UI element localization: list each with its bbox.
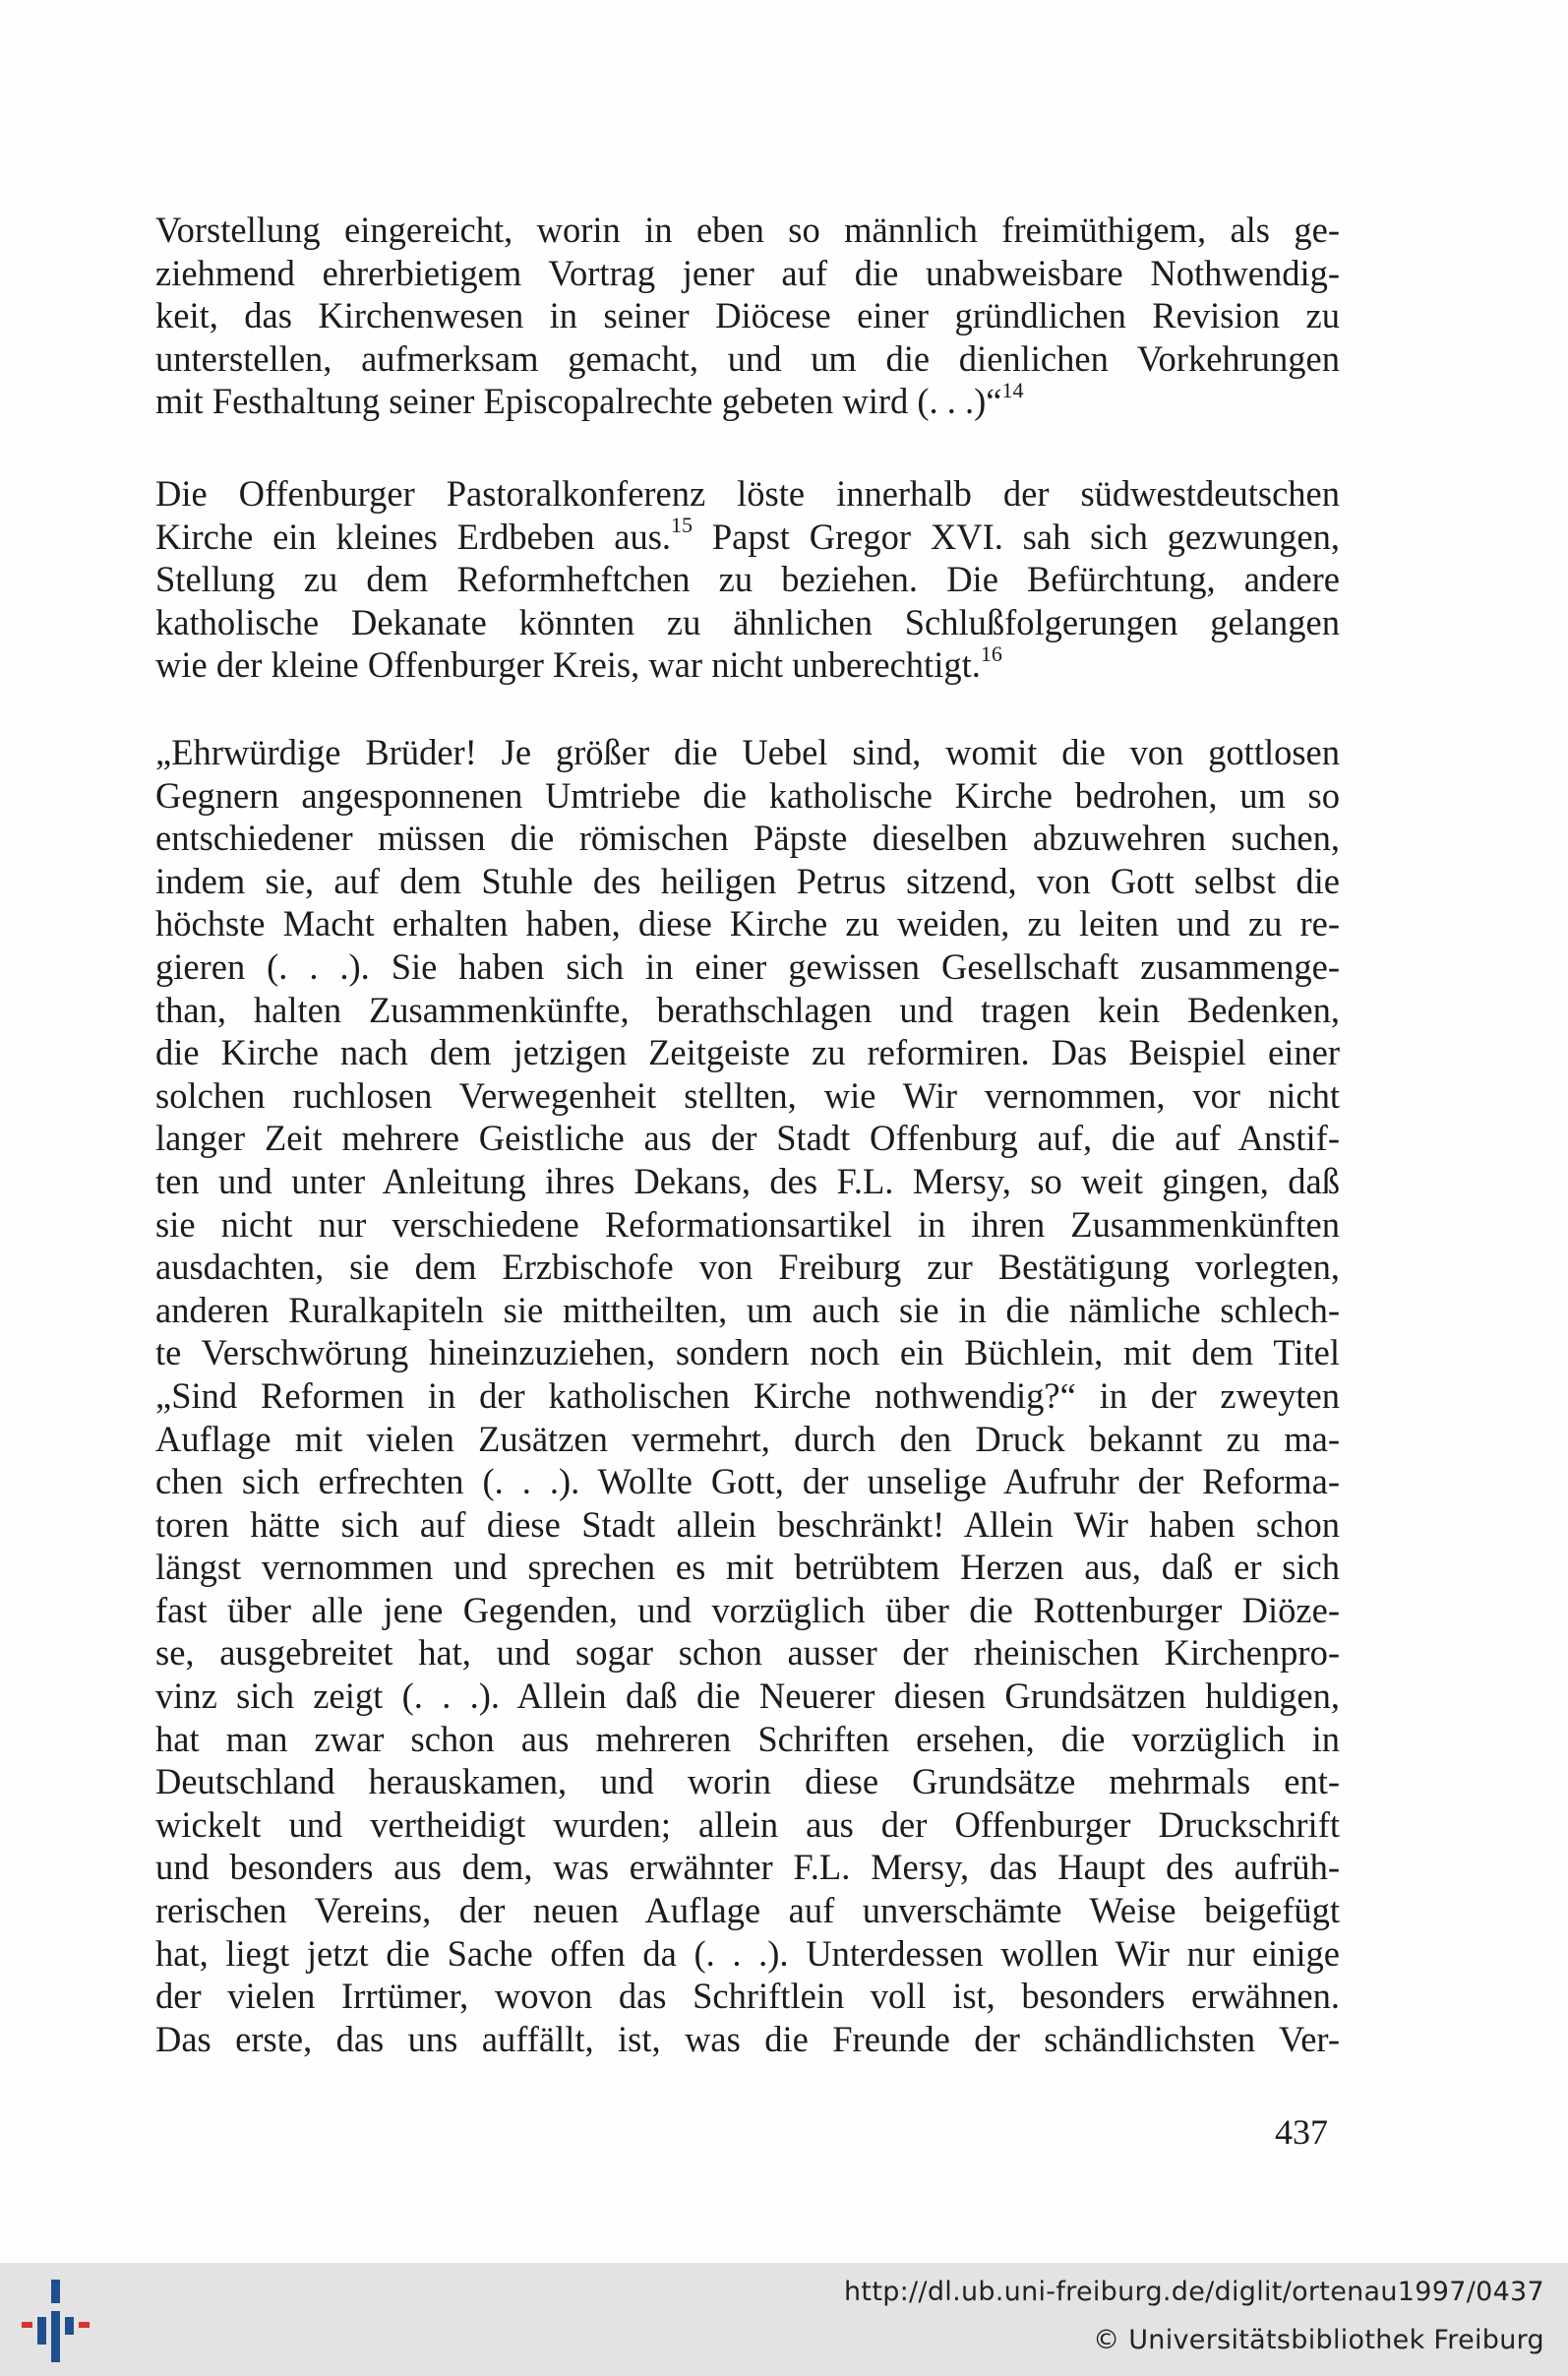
text-line: keit, das Kirchenwesen in seiner Diöcese einer gründlichen Revision zu xyxy=(155,295,1340,336)
text-line xyxy=(155,643,1340,687)
text-line: Gegnern angesponnenen Umtriebe die katholische Kirche bedrohen, um so xyxy=(155,774,1340,816)
text-line: ziehmend ehrerbietigem Vortrag jener auf die unabweisbare Nothwendig- xyxy=(155,252,1340,293)
text-line: gieren (. . .). Sie haben sich in einer gewissen Gesellschaft zusammenge- xyxy=(155,945,1340,987)
text-line: höchste Macht erhalten haben, diese Kirche zu weiden, zu leiten und zu re- xyxy=(155,903,1340,944)
text-line: und besonders aus dem, was erwähnter F.L. Mersy, das Haupt des aufrüh- xyxy=(155,1847,1340,1888)
text-line: Vorstellung eingereicht, worin in eben so männlich freimüthigem, als ge- xyxy=(155,210,1340,250)
text-line: se, ausgebreitet hat, und sogar schon ausser der rheinischen Kirchenpro- xyxy=(155,1632,1340,1674)
source-url-link[interactable]: http://dl.ub.uni-freiburg.de/diglit/ortenau1997/0437 xyxy=(844,2277,1544,2307)
paragraph-3-quotation xyxy=(155,731,1340,2060)
text-line: vinz sich zeigt (. . .). Allein daß die Neuerer diesen Grundsätzen huldigen, xyxy=(155,1675,1340,1717)
text-line: langer Zeit mehrere Geistliche aus der Stadt Offenburg auf, die auf Anstif- xyxy=(155,1118,1340,1159)
text-line: ten und unter Anleitung ihres Dekans, des F.L. Mersy, so weit gingen, daß xyxy=(155,1160,1340,1201)
paragraph-1 xyxy=(155,209,1340,423)
text-line: anderen Ruralkapiteln sie mittheilten, um auch sie in die nämliche schlech- xyxy=(155,1289,1340,1330)
text-line: indem sie, auf dem Stuhle des heiligen Petrus sitzend, von Gott selbst die xyxy=(155,860,1340,901)
line-text: Kirche ein kleines Erdbeben aus. xyxy=(155,516,672,557)
text-line: wickelt und vertheidigt wurden; allein aus der Offenburger Druckschrift xyxy=(155,1803,1340,1845)
copyright-text: © Universitätsbibliothek Freiburg xyxy=(1093,2325,1544,2355)
text-line: unterstellen, aufmerksam gemacht, und um die dienlichen Vorkehrungen xyxy=(155,337,1340,379)
text-line: Deutschland herauskamen, und worin diese Grundsätze mehrmals ent- xyxy=(155,1761,1340,1802)
text-line: toren hätte sich auf diese Stadt allein beschränkt! Allein Wir haben schon xyxy=(155,1503,1340,1545)
paragraph-2 xyxy=(155,472,1340,687)
line-text: wie der kleine Offenburger Kreis, war nicht unberechtigt. xyxy=(155,644,981,686)
text-line: fast über alle jene Gegenden, und vorzüglich über die Rottenburger Diöze- xyxy=(155,1589,1340,1630)
footer-bar xyxy=(0,2263,1568,2376)
text-line: entschiedener müssen die römischen Päpste dieselben abzuwehren suchen, xyxy=(155,818,1340,859)
text-line: „Sind Reformen in der katholischen Kirche nothwendig?“ in der zweyten xyxy=(155,1374,1340,1416)
text-line: solchen ruchlosen Verwegenheit stellten, wie Wir vernommen, vor nicht xyxy=(155,1074,1340,1116)
text-line: sie nicht nur verschiedene Reformationsartikel in ihren Zusammenkünften xyxy=(155,1203,1340,1245)
text-line: Die Offenburger Pastoralkonferenz löste innerhalb der südwestdeutschen xyxy=(155,473,1340,514)
page-number: 437 xyxy=(1275,2112,1328,2152)
text-line: katholische Dekanate könnten zu ähnlichen Schlußfolgerungen gelangen xyxy=(155,601,1340,642)
text-line: rerischen Vereins, der neuen Auflage auf unverschämte Weise beigefügt xyxy=(155,1890,1340,1931)
text-line: te Verschwörung hineinzuziehen, sondern noch ein Büchlein, mit dem Titel xyxy=(155,1332,1340,1373)
text-line: hat, liegt jetzt die Sache offen da (. . .). Unterdessen wollen Wir nur einige xyxy=(155,1932,1340,1974)
library-logo-icon xyxy=(18,2278,96,2366)
text-line: die Kirche nach dem jetzigen Zeitgeiste zu reformiren. Das Beispiel einer xyxy=(155,1032,1340,1073)
text-line xyxy=(155,380,1340,423)
footnote-marker: 15 xyxy=(671,513,694,538)
text-line: than, halten Zusammenkünfte, berathschlagen und tragen kein Bedenken, xyxy=(155,989,1340,1030)
text-line: hat man zwar schon aus mehreren Schriften ersehen, die vorzüglich in xyxy=(155,1718,1340,1759)
text-line: der vielen Irrtümer, wovon das Schriftlein voll ist, besonders erwähnen. xyxy=(155,1976,1340,2017)
footnote-marker: 14 xyxy=(1001,378,1024,403)
line-text: mit Festhaltung seiner Episcopalrechte gebeten wird (. . .)“ xyxy=(155,381,1002,422)
text-line: Stellung zu dem Reformheftchen zu beziehen. Die Befürchtung, andere xyxy=(155,559,1340,600)
text-line: Auflage mit vielen Zusätzen vermehrt, durch den Druck bekannt zu ma- xyxy=(155,1418,1340,1459)
text-line: „Ehrwürdige Brüder! Je größer die Uebel sind, womit die von gottlosen xyxy=(155,732,1340,772)
text-line: längst vernommen und sprechen es mit betrübtem Herzen aus, daß er sich xyxy=(155,1547,1340,1588)
text-line: chen sich erfrechten (. . .). Wollte Gott, der unselige Aufruhr der Reforma- xyxy=(155,1461,1340,1502)
line-text: Papst Gregor XVI. sah sich gezwungen, xyxy=(693,516,1340,557)
text-line: Das erste, das uns auffällt, ist, was die Freunde der schändlichsten Ver- xyxy=(155,2018,1340,2059)
text-line: ausdachten, sie dem Erzbischofe von Freiburg zur Bestätigung vorlegten, xyxy=(155,1247,1340,1288)
footnote-marker: 16 xyxy=(980,641,1002,667)
text-line xyxy=(155,513,1340,559)
